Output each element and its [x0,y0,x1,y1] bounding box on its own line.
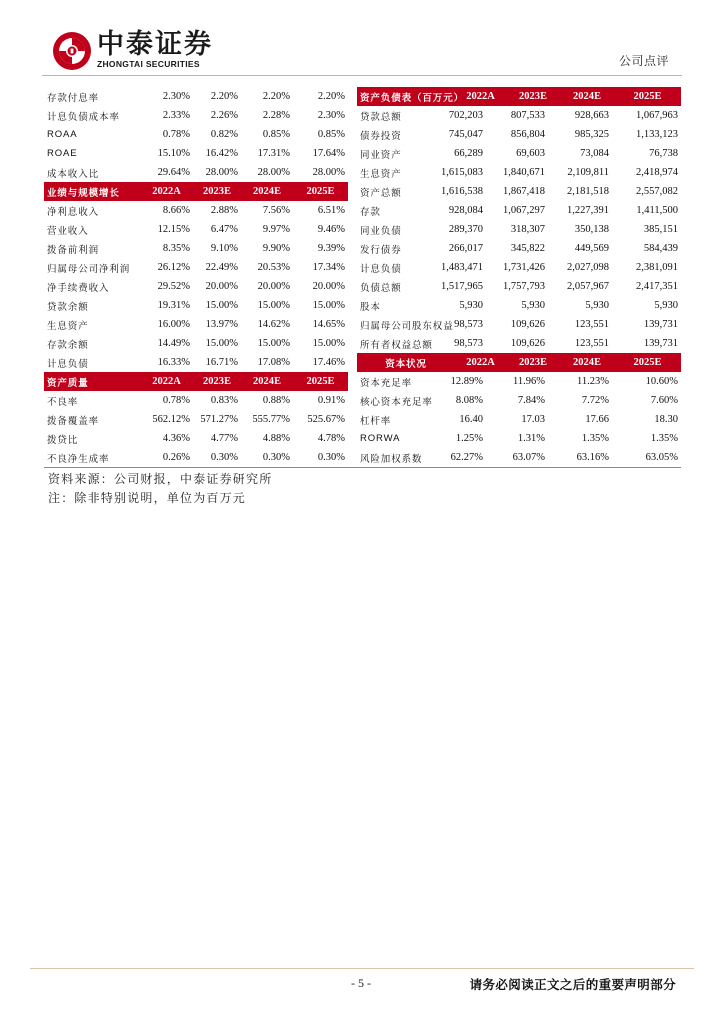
value-2025e: 525.67% [307,414,345,425]
row-label: 负债总额 [360,282,402,294]
row-label: ROAE [47,148,78,159]
value-2023e: 2.88% [210,205,238,216]
value-2023e: 1.31% [517,433,545,444]
table-bottom-divider [44,467,681,468]
row-label: 贷款余额 [47,301,89,313]
table-row [44,391,348,410]
year-2024e: 2024E [572,91,601,102]
value-2025e: 17.64% [312,148,345,159]
row-label: 杠杆率 [360,415,392,427]
value-2025e: 4.78% [317,433,345,444]
value-2023e: 109,626 [510,319,545,330]
section-header-growth [44,182,348,201]
footer-disclaimer: 请务必阅读正文之后的重要声明部分 [469,978,676,992]
value-2024e: 17.66 [585,414,609,425]
year-2025e: 2025E [306,186,335,197]
value-2024e: 7.72% [581,395,609,406]
page-number: - 5 - [351,976,371,990]
value-2025e: 10.60% [645,376,678,387]
value-2022a: 98,573 [454,319,483,330]
value-2024e: 17.31% [257,148,290,159]
table-row [357,410,681,429]
value-2023e: 0.82% [210,129,238,140]
row-label: 营业收入 [47,225,89,237]
value-2024e: 1,227,391 [567,205,609,216]
table-row [44,106,348,125]
value-2023e: 5,930 [521,300,545,311]
table-row [357,391,681,410]
row-label: 债券投资 [360,130,402,142]
value-2022a: 0.78% [162,395,190,406]
value-2024e: 63.16% [576,452,609,463]
value-2022a: 1,517,965 [441,281,483,292]
value-2022a: 4.36% [162,433,190,444]
value-2025e: 20.00% [312,281,345,292]
year-2023e: 2023E [518,91,547,102]
row-label: 不良净生成率 [47,453,110,465]
right-forecast-table [357,87,681,467]
value-2022a: 289,370 [448,224,483,235]
table-row [357,220,681,239]
value-2024e: 1.35% [581,433,609,444]
row-label: 存款 [360,206,381,218]
value-2022a: 5,930 [459,300,483,311]
value-2024e: 14.62% [257,319,290,330]
value-2023e: 28.00% [205,167,238,178]
value-2023e: 856,804 [510,129,545,140]
value-2025e: 2,418,974 [636,167,678,178]
left-forecast-table [44,87,348,467]
section-title: 业绩与规模增长 [47,187,120,199]
value-2022a: 1,483,471 [441,262,483,273]
table-row [44,353,348,372]
table-row [357,258,681,277]
value-2022a: 66,289 [454,148,483,159]
value-2022a: 1,615,083 [441,167,483,178]
value-2023e: 63.07% [512,452,545,463]
value-2024e: 0.88% [262,395,290,406]
value-2025e: 5,930 [654,300,678,311]
row-label: 生息资产 [47,320,89,332]
value-2022a: 702,203 [448,110,483,121]
table-row [44,277,348,296]
value-2025e: 76,738 [649,148,678,159]
value-2022a: 29.52% [157,281,190,292]
value-2024e: 28.00% [257,167,290,178]
value-2024e: 2,027,098 [567,262,609,273]
year-2022a: 2022A [152,376,181,387]
value-2023e: 15.00% [205,338,238,349]
unit-remark-note: 注：除非特别说明，单位为百万元 [48,491,247,505]
table-row [357,239,681,258]
value-2025e: 139,731 [643,338,678,349]
value-2022a: 12.15% [157,224,190,235]
table-row [357,334,681,353]
value-2024e: 7.56% [262,205,290,216]
value-2023e: 7.84% [517,395,545,406]
value-2023e: 11.96% [513,376,545,387]
value-2023e: 1,067,297 [503,205,545,216]
row-label: 归属母公司净利润 [47,263,131,275]
section-title: 资产负债表（百万元） [360,92,465,104]
value-2022a: 8.66% [162,205,190,216]
row-label: 同业资产 [360,149,402,161]
value-2025e: 9.39% [317,243,345,254]
row-label: 计息负债 [360,263,402,275]
section-title: 资本状况 [385,358,427,370]
value-2024e: 20.00% [257,281,290,292]
table-row [44,87,348,106]
row-label: ROAA [47,129,78,140]
section-title: 资产质量 [47,377,89,389]
value-2024e: 2.28% [262,110,290,121]
value-2025e: 1.35% [650,433,678,444]
row-label: 生息资产 [360,168,402,180]
table-row [357,372,681,391]
row-label: 不良率 [47,396,79,408]
value-2025e: 385,151 [643,224,678,235]
value-2023e: 69,603 [516,148,545,159]
table-row [44,334,348,353]
value-2022a: 16.40 [459,414,483,425]
value-2024e: 2.20% [262,91,290,102]
table-row [357,144,681,163]
row-label: 净手续费收入 [47,282,110,294]
row-label: 存款付息率 [47,92,100,104]
table-row [357,296,681,315]
row-label: 同业负债 [360,225,402,237]
value-2024e: 2,057,967 [567,281,609,292]
row-label: 成本收入比 [47,168,100,180]
table-row [44,448,348,467]
value-2022a: 1.25% [455,433,483,444]
value-2024e: 2,109,811 [567,167,609,178]
row-label: 净利息收入 [47,206,100,218]
value-2022a: 0.78% [162,129,190,140]
row-label: 计息负债 [47,358,89,370]
footer-divider [30,968,694,969]
value-2024e: 17.08% [257,357,290,368]
value-2025e: 2.30% [317,110,345,121]
value-2024e: 9.90% [262,243,290,254]
value-2024e: 350,138 [574,224,609,235]
value-2022a: 62.27% [450,452,483,463]
company-logo [52,31,92,71]
value-2025e: 1,133,123 [636,129,678,140]
table-row [44,201,348,220]
value-2025e: 584,439 [643,243,678,254]
table-row [357,182,681,201]
table-row [357,125,681,144]
report-type-label: 公司点评 [619,54,670,68]
table-row [357,448,681,467]
row-label: 资产总额 [360,187,402,199]
value-2024e: 4.88% [262,433,290,444]
brand-name-en: ZHONGTAI SECURITIES [97,59,200,69]
value-2022a: 2.33% [162,110,190,121]
value-2023e: 0.30% [210,452,238,463]
value-2022a: 2.30% [162,91,190,102]
value-2024e: 9.97% [262,224,290,235]
value-2024e: 20.53% [257,262,290,273]
table-row [357,429,681,448]
section-header-balance-sheet [357,87,681,106]
table-row [44,220,348,239]
value-2025e: 15.00% [312,338,345,349]
value-2023e: 4.77% [210,433,238,444]
value-2022a: 26.12% [157,262,190,273]
value-2025e: 28.00% [312,167,345,178]
value-2025e: 2,417,351 [636,281,678,292]
value-2024e: 123,551 [574,338,609,349]
value-2025e: 17.46% [312,357,345,368]
brand-name-cn: 中泰证券 [97,29,213,59]
value-2023e: 20.00% [205,281,238,292]
value-2024e: 123,551 [574,319,609,330]
value-2023e: 2.20% [210,91,238,102]
value-2025e: 63.05% [645,452,678,463]
value-2024e: 0.30% [262,452,290,463]
value-2025e: 9.46% [317,224,345,235]
value-2024e: 0.85% [262,129,290,140]
value-2024e: 73,084 [580,148,609,159]
table-row [357,163,681,182]
year-2023e: 2023E [202,376,231,387]
year-2024e: 2024E [252,186,281,197]
value-2023e: 16.42% [205,148,238,159]
value-2025e: 0.91% [317,395,345,406]
table-row [44,125,348,144]
year-2022a: 2022A [466,357,495,368]
row-label: 计息负债成本率 [47,111,120,123]
value-2022a: 12.89% [450,376,483,387]
value-2023e: 2.26% [210,110,238,121]
table-row [44,315,348,334]
value-2023e: 571.27% [200,414,238,425]
value-2022a: 8.08% [455,395,483,406]
row-label: 风险加权系数 [360,453,423,465]
value-2022a: 745,047 [448,129,483,140]
value-2023e: 16.71% [205,357,238,368]
row-label: 贷款总额 [360,111,402,123]
year-2022a: 2022A [466,91,495,102]
year-2024e: 2024E [252,376,281,387]
table-row [357,201,681,220]
value-2024e: 928,663 [574,110,609,121]
value-2024e: 15.00% [257,338,290,349]
value-2022a: 14.49% [157,338,190,349]
value-2022a: 8.35% [162,243,190,254]
value-2025e: 2,557,082 [636,186,678,197]
value-2022a: 928,084 [448,205,483,216]
table-row [44,144,348,163]
value-2025e: 7.60% [650,395,678,406]
table-row [357,277,681,296]
table-row [44,429,348,448]
section-header-capital [357,353,681,372]
table-row [44,163,348,182]
row-label: 拨贷比 [47,434,79,446]
value-2023e: 13.97% [205,319,238,330]
value-2024e: 2,181,518 [567,186,609,197]
value-2023e: 22.49% [205,262,238,273]
value-2025e: 139,731 [643,319,678,330]
table-row [44,239,348,258]
value-2022a: 1,616,538 [441,186,483,197]
value-2025e: 15.00% [312,300,345,311]
year-2025e: 2025E [633,357,662,368]
row-label: 拨备前利润 [47,244,100,256]
row-label: 归属母公司股东权益 [360,320,454,332]
value-2025e: 1,067,963 [636,110,678,121]
value-2025e: 0.85% [317,129,345,140]
value-2022a: 0.26% [162,452,190,463]
table-row [357,315,681,334]
header-divider [42,75,682,76]
value-2025e: 6.51% [317,205,345,216]
value-2023e: 345,822 [510,243,545,254]
value-2022a: 19.31% [157,300,190,311]
year-2023e: 2023E [518,357,547,368]
value-2022a: 98,573 [454,338,483,349]
value-2024e: 449,569 [574,243,609,254]
value-2023e: 6.47% [210,224,238,235]
value-2022a: 266,017 [448,243,483,254]
row-label: 发行债券 [360,244,402,256]
value-2025e: 14.65% [312,319,345,330]
value-2023e: 109,626 [510,338,545,349]
year-2025e: 2025E [633,91,662,102]
value-2025e: 0.30% [317,452,345,463]
value-2023e: 1,757,793 [503,281,545,292]
value-2023e: 9.10% [210,243,238,254]
year-2024e: 2024E [572,357,601,368]
row-label: 资本充足率 [360,377,413,389]
row-label: RORWA [360,433,401,444]
value-2024e: 555.77% [252,414,290,425]
row-label: 拨备覆盖率 [47,415,100,427]
value-2022a: 16.33% [157,357,190,368]
row-label: 股本 [360,301,381,313]
value-2025e: 2.20% [317,91,345,102]
row-label: 存款余额 [47,339,89,351]
value-2023e: 1,867,418 [503,186,545,197]
table-row [357,106,681,125]
year-2023e: 2023E [202,186,231,197]
data-source-note: 资料来源：公司财报，中泰证券研究所 [48,472,273,486]
value-2025e: 1,411,500 [636,205,678,216]
value-2022a: 16.00% [157,319,190,330]
value-2022a: 29.64% [157,167,190,178]
value-2025e: 18.30 [654,414,678,425]
value-2024e: 985,325 [574,129,609,140]
value-2023e: 15.00% [205,300,238,311]
value-2023e: 1,731,426 [503,262,545,273]
year-2022a: 2022A [152,186,181,197]
table-row [44,258,348,277]
value-2024e: 11.23% [577,376,609,387]
row-label: 核心资本充足率 [360,396,433,408]
value-2022a: 562.12% [152,414,190,425]
value-2024e: 15.00% [257,300,290,311]
value-2023e: 17.03 [521,414,545,425]
value-2025e: 2,381,091 [636,262,678,273]
year-2025e: 2025E [306,376,335,387]
value-2023e: 807,533 [510,110,545,121]
value-2023e: 1,840,671 [503,167,545,178]
value-2025e: 17.34% [312,262,345,273]
row-label: 所有者权益总额 [360,339,433,351]
table-row [44,296,348,315]
value-2024e: 5,930 [585,300,609,311]
value-2022a: 15.10% [157,148,190,159]
value-2023e: 318,307 [510,224,545,235]
section-header-asset-quality [44,372,348,391]
logo-emblem-icon [52,31,92,71]
table-row [44,410,348,429]
value-2023e: 0.83% [210,395,238,406]
